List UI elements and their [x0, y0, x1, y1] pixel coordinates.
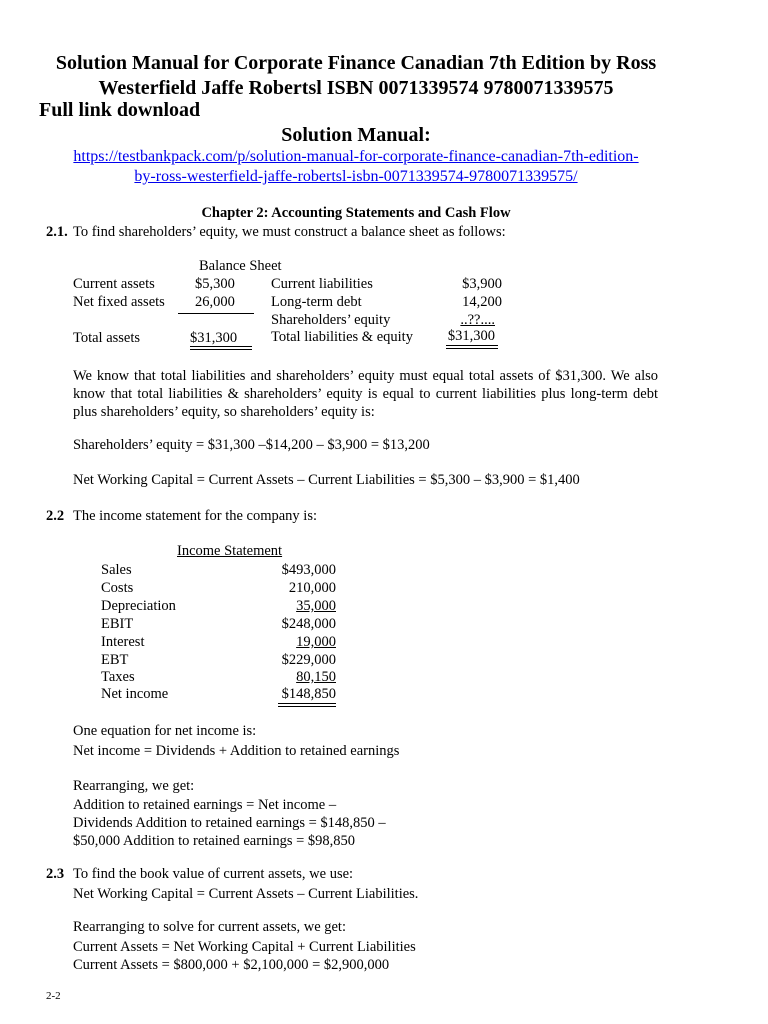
bs-total-rule-2	[190, 349, 252, 350]
is-row-value: 35,000	[296, 598, 336, 614]
is-row-label: EBT	[101, 652, 129, 668]
bs-left-label: Current assets	[73, 276, 155, 292]
is-total-rule-1	[278, 703, 336, 704]
bs-right-label: Shareholders’ equity	[271, 312, 391, 328]
solution-manual-label: Solution Manual:	[281, 124, 431, 146]
is-row-label: Taxes	[101, 669, 135, 685]
net-income-equation: Net income = Dividends + Addition to retained earnings	[73, 743, 400, 759]
is-row-value: 80,150	[296, 669, 336, 685]
problem-2-1-intro: To find shareholders’ equity, we must construct a balance sheet as follows:	[73, 224, 506, 240]
bs-total-rule-4	[446, 348, 498, 349]
current-assets-formula: Current Assets = Net Working Capital + Current Liabilities	[73, 939, 416, 955]
nwc-definition: Net Working Capital = Current Assets – Current Liabilities.	[73, 886, 419, 902]
problem-2-1-paragraph: We know that total liabilities and shareholders’ equity must equal total assets of $31,300. We also know that total liabilities & shareholders’ equity is equal to current liabilities plus long-term debt plus shareholders’ equity, so shareholders’ equity is:	[73, 368, 658, 420]
bs-left-value: $31,300	[190, 330, 238, 346]
equity-equation: Shareholders’ equity = $31,300 –$14,200 – $3,900 = $13,200	[73, 437, 430, 453]
problem-number-2-3: 2.3	[46, 866, 65, 882]
problem-2-3-intro: To find the book value of current assets, we use:	[73, 866, 354, 882]
retained-earnings-line-2: Dividends Addition to retained earnings = $148,850 –	[73, 815, 386, 831]
is-row-value: 210,000	[288, 580, 336, 596]
page-number: 2-2	[46, 990, 61, 1002]
bs-left-label: Net fixed assets	[73, 294, 165, 310]
bs-right-label: Total liabilities & equity	[271, 329, 413, 345]
bs-total-rule-1	[190, 346, 252, 347]
balance-sheet-title: Balance Sheet	[199, 258, 282, 274]
is-total-rule-2	[278, 706, 336, 707]
problem-2-2-intro: The income statement for the company is:	[73, 508, 318, 524]
is-row-label: Depreciation	[101, 598, 176, 614]
income-statement-title: Income Statement	[177, 543, 283, 559]
is-row-value: $148,850	[281, 686, 336, 702]
bs-right-label: Long-term debt	[271, 294, 362, 310]
bs-left-value: $5,300	[195, 276, 235, 292]
is-row-value: $248,000	[281, 616, 336, 632]
download-link-line-1[interactable]: https://testbankpack.com/p/solution-manual-for-corporate-finance-canadian-7th-edition-	[73, 148, 639, 165]
is-row-label: Costs	[101, 580, 134, 596]
bs-right-label: Current liabilities	[271, 276, 373, 292]
current-assets-result: Current Assets = $800,000 + $2,100,000 = $2,900,000	[73, 957, 390, 973]
bs-left-value: 26,000	[195, 294, 235, 310]
retained-earnings-line-1: Addition to retained earnings = Net income –	[73, 797, 337, 813]
title-line-2: Westerfield Jaffe Robertsl ISBN 0071339574 9780071339575	[98, 77, 614, 99]
problem-number-2-1: 2.1.	[46, 224, 68, 240]
full-link-label: Full link download	[39, 99, 201, 121]
is-row-label: Sales	[101, 562, 132, 578]
bs-right-value: ..??....	[460, 312, 495, 328]
is-row-value: $493,000	[281, 562, 336, 578]
net-income-equation-intro: One equation for net income is:	[73, 723, 257, 739]
bs-right-value: $31,300	[447, 328, 495, 344]
problem-number-2-2: 2.2	[46, 508, 65, 524]
download-link-line-2[interactable]: by-ross-westerfield-jaffe-robertsl-isbn-0071339574-9780071339575/	[134, 168, 578, 185]
chapter-title: Chapter 2: Accounting Statements and Cash Flow	[201, 205, 511, 221]
bs-left-label: Total assets	[73, 330, 141, 346]
retained-earnings-line-3: $50,000 Addition to retained earnings = $98,850	[73, 833, 356, 849]
bs-right-value: 14,200	[462, 294, 502, 310]
rearranging-current-assets-label: Rearranging to solve for current assets, we get:	[73, 919, 346, 935]
nwc-equation: Net Working Capital = Current Assets – Current Liabilities = $5,300 – $3,900 = $1,400	[73, 472, 580, 488]
rearranging-label: Rearranging, we get:	[73, 778, 195, 794]
title-line-1: Solution Manual for Corporate Finance Canadian 7th Edition by Ross	[55, 52, 657, 74]
bs-total-rule-3	[446, 345, 498, 346]
bs-subtotal-rule	[178, 313, 254, 314]
is-row-label: EBIT	[101, 616, 134, 632]
is-row-value: $229,000	[281, 652, 336, 668]
is-row-label: Net income	[101, 686, 169, 702]
is-row-value: 19,000	[296, 634, 336, 650]
bs-right-value: $3,900	[462, 276, 502, 292]
is-row-label: Interest	[101, 634, 145, 650]
